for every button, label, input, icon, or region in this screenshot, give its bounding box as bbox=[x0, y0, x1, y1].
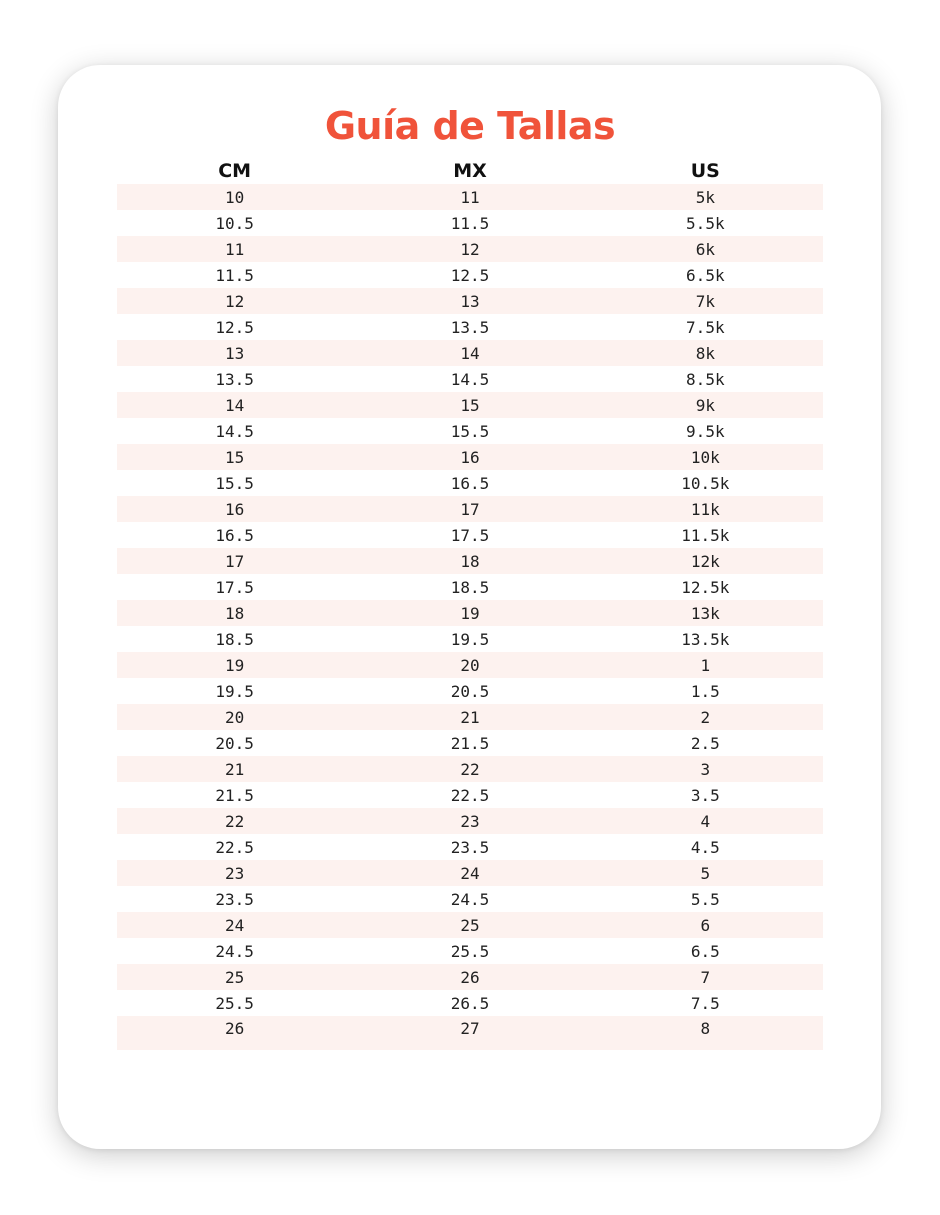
table-row bbox=[117, 366, 823, 392]
header-us: US bbox=[690, 160, 720, 182]
cell-us: 4 bbox=[700, 811, 711, 831]
cell-mx: 23.5 bbox=[450, 837, 490, 857]
cell-us: 13k bbox=[690, 603, 720, 623]
cell-us: 12k bbox=[690, 551, 720, 571]
cell-us: 6.5 bbox=[690, 941, 720, 961]
table-row bbox=[117, 626, 823, 652]
table-row bbox=[117, 678, 823, 704]
cell-us: 9.5k bbox=[686, 421, 725, 441]
header-cm: CM bbox=[218, 160, 252, 182]
cell-us: 8 bbox=[700, 1019, 711, 1038]
cell-cm: 20 bbox=[225, 707, 245, 727]
table-row bbox=[117, 938, 823, 964]
cell-us: 7.5 bbox=[690, 993, 720, 1013]
cell-cm: 21 bbox=[225, 759, 245, 779]
table-row bbox=[117, 730, 823, 756]
cell-cm: 11 bbox=[225, 239, 245, 259]
cell-mx: 14.5 bbox=[450, 369, 490, 389]
cell-us: 5 bbox=[700, 863, 711, 883]
cell-us: 10.5k bbox=[681, 473, 730, 493]
cell-us: 11.5k bbox=[681, 525, 730, 545]
cell-cm: 18 bbox=[225, 603, 245, 623]
table-row bbox=[117, 886, 823, 912]
table-row bbox=[117, 600, 823, 626]
table-row bbox=[117, 496, 823, 522]
table-row bbox=[117, 392, 823, 418]
cell-cm: 23.5 bbox=[215, 889, 254, 909]
cell-cm: 22 bbox=[225, 811, 245, 831]
cell-cm: 24 bbox=[225, 915, 245, 935]
table-row bbox=[117, 990, 823, 1016]
table-row bbox=[117, 184, 823, 210]
table-row bbox=[117, 418, 823, 444]
table-row bbox=[117, 834, 823, 860]
cell-mx: 18 bbox=[460, 551, 480, 571]
table-row bbox=[117, 912, 823, 938]
cell-mx: 14 bbox=[460, 343, 480, 363]
cell-mx: 22.5 bbox=[450, 785, 490, 805]
table-row bbox=[117, 470, 823, 496]
table-row bbox=[117, 704, 823, 730]
table-row bbox=[117, 210, 823, 236]
cell-us: 12.5k bbox=[681, 577, 730, 597]
cell-cm: 25.5 bbox=[215, 993, 254, 1013]
cell-us: 1 bbox=[700, 655, 711, 675]
cell-us: 5.5 bbox=[690, 889, 720, 909]
cell-us: 8k bbox=[695, 343, 715, 363]
table-row bbox=[117, 808, 823, 834]
cell-cm: 17 bbox=[225, 551, 245, 571]
cell-mx: 20.5 bbox=[450, 681, 490, 701]
cell-cm: 14.5 bbox=[215, 421, 254, 441]
cell-us: 13.5k bbox=[681, 629, 730, 649]
table-row bbox=[117, 964, 823, 990]
cell-us: 5k bbox=[695, 187, 715, 207]
cell-mx: 16 bbox=[460, 447, 480, 467]
cell-us: 6.5k bbox=[686, 265, 725, 285]
cell-us: 11k bbox=[690, 499, 720, 519]
cell-cm: 14 bbox=[225, 395, 245, 415]
cell-mx: 21.5 bbox=[450, 733, 490, 753]
cell-mx: 12 bbox=[460, 239, 480, 259]
cell-mx: 13.5 bbox=[450, 317, 490, 337]
cell-us: 7.5k bbox=[686, 317, 725, 337]
cell-cm: 26 bbox=[225, 1019, 245, 1038]
cell-us: 7 bbox=[700, 967, 711, 987]
cell-us: 3.5 bbox=[690, 785, 720, 805]
cell-mx: 23 bbox=[460, 811, 480, 831]
cell-us: 9k bbox=[695, 395, 715, 415]
cell-us: 6 bbox=[700, 915, 711, 935]
cell-cm: 22.5 bbox=[215, 837, 254, 857]
cell-cm: 10.5 bbox=[215, 213, 254, 233]
table-header bbox=[117, 158, 823, 184]
cell-mx: 22 bbox=[460, 759, 480, 779]
table-row bbox=[117, 522, 823, 548]
size-table bbox=[117, 158, 823, 1050]
cell-mx: 18.5 bbox=[450, 577, 490, 597]
cell-cm: 15 bbox=[225, 447, 245, 467]
cell-mx: 13 bbox=[460, 291, 480, 311]
cell-mx: 11.5 bbox=[450, 213, 490, 233]
cell-cm: 24.5 bbox=[215, 941, 254, 961]
header-mx: MX bbox=[453, 160, 487, 182]
cell-cm: 20.5 bbox=[215, 733, 254, 753]
table-row bbox=[117, 1016, 823, 1050]
cell-cm: 15.5 bbox=[215, 473, 254, 493]
table-row bbox=[117, 860, 823, 886]
cell-mx: 16.5 bbox=[450, 473, 490, 493]
cell-us: 10k bbox=[690, 447, 720, 467]
cell-us: 6k bbox=[695, 239, 715, 259]
cell-mx: 25 bbox=[460, 915, 480, 935]
cell-cm: 21.5 bbox=[215, 785, 254, 805]
cell-cm: 11.5 bbox=[215, 265, 254, 285]
table-row bbox=[117, 288, 823, 314]
cell-us: 3 bbox=[700, 759, 711, 779]
cell-cm: 19 bbox=[225, 655, 245, 675]
cell-cm: 16.5 bbox=[215, 525, 254, 545]
cell-us: 1.5 bbox=[690, 681, 720, 701]
cell-cm: 12 bbox=[225, 291, 245, 311]
cell-mx: 15 bbox=[460, 395, 480, 415]
table-row bbox=[117, 548, 823, 574]
cell-mx: 19.5 bbox=[450, 629, 490, 649]
cell-us: 2.5 bbox=[690, 733, 720, 753]
cell-us: 8.5k bbox=[686, 369, 725, 389]
table-row bbox=[117, 756, 823, 782]
cell-mx: 27 bbox=[460, 1019, 480, 1038]
cell-cm: 12.5 bbox=[215, 317, 254, 337]
cell-mx: 17.5 bbox=[450, 525, 490, 545]
cell-mx: 21 bbox=[460, 707, 480, 727]
cell-cm: 17.5 bbox=[215, 577, 254, 597]
cell-mx: 11 bbox=[460, 187, 480, 207]
cell-cm: 25 bbox=[225, 967, 245, 987]
cell-us: 7k bbox=[695, 291, 715, 311]
table-row bbox=[117, 262, 823, 288]
cell-mx: 19 bbox=[460, 603, 480, 623]
table-body bbox=[117, 184, 823, 1050]
cell-mx: 26 bbox=[460, 967, 480, 987]
page-title: Guía de Tallas bbox=[324, 104, 616, 148]
cell-us: 4.5 bbox=[690, 837, 720, 857]
cell-cm: 10 bbox=[225, 187, 245, 207]
cell-cm: 13 bbox=[225, 343, 245, 363]
cell-cm: 16 bbox=[225, 499, 245, 519]
table-row bbox=[117, 574, 823, 600]
cell-cm: 23 bbox=[225, 863, 245, 883]
cell-mx: 17 bbox=[460, 499, 480, 519]
cell-cm: 18.5 bbox=[215, 629, 254, 649]
cell-mx: 26.5 bbox=[450, 993, 490, 1013]
table-row bbox=[117, 444, 823, 470]
table-row bbox=[117, 314, 823, 340]
cell-mx: 24 bbox=[460, 863, 480, 883]
cell-us: 2 bbox=[700, 707, 711, 727]
table-row bbox=[117, 782, 823, 808]
cell-cm: 19.5 bbox=[215, 681, 254, 701]
cell-cm: 13.5 bbox=[215, 369, 254, 389]
cell-mx: 15.5 bbox=[450, 421, 490, 441]
cell-mx: 24.5 bbox=[450, 889, 490, 909]
cell-mx: 12.5 bbox=[450, 265, 490, 285]
cell-mx: 20 bbox=[460, 655, 480, 675]
cell-us: 5.5k bbox=[686, 213, 725, 233]
table-row bbox=[117, 236, 823, 262]
cell-mx: 25.5 bbox=[450, 941, 490, 961]
table-row bbox=[117, 340, 823, 366]
table-row bbox=[117, 652, 823, 678]
